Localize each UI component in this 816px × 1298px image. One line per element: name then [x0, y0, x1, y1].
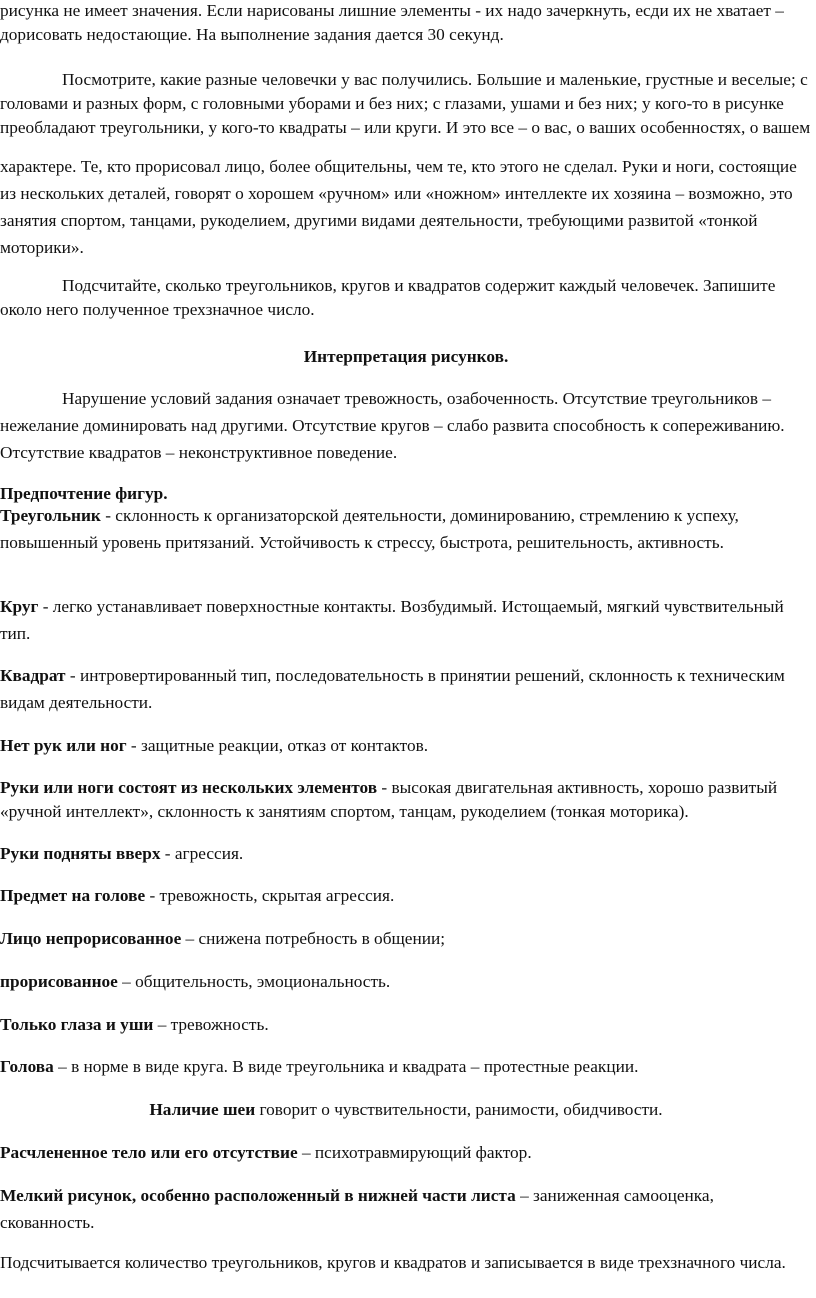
- term-head-item: Предмет на голове: [0, 886, 146, 905]
- paragraph-character: характере. Те, кто прорисовал лицо, более общительны, чем те, кто этого не сделал. Руки и ноги, состоящие из нескольких деталей, говорят о хорошем «ручном» или «ножном» интеллекте их хозяина – возможно, это занятия спортом, танцами, рукоделием, другими видами деятельности, требующими развитой «тонкой моторики».: [0, 157, 797, 257]
- entry-triangle: [0, 502, 812, 556]
- desc-neck: говорит о чувствительности, ранимости, обидчивости.: [255, 1100, 663, 1119]
- paragraph-count: Подсчитайте, сколько треугольников, кругов и квадратов содержит каждый человечек. Запишите около него полученное трехзначное число.: [0, 276, 776, 319]
- paragraph-observe: Посмотрите, какие разные человечки у вас получились. Большие и маленькие, грустные и веселые; с головами и разных форм, с головными уборами и без них; с глазами, ушами и без них; у кого-то в рисунке преобладают треугольники, у кого-то квадраты – или круги. И это все – о вас, о ваших особенностях, о вашем: [0, 70, 811, 137]
- term-no-face: Лицо непрорисованное: [0, 929, 182, 948]
- term-square: Квадрат: [0, 666, 66, 685]
- term-arms-up: Руки подняты вверх: [0, 844, 161, 863]
- entry-body: [0, 1141, 812, 1165]
- entry-eyes: [0, 1013, 812, 1037]
- term-neck: Наличие шеи: [149, 1100, 256, 1119]
- term-no-arms: Нет рук или ног: [0, 736, 127, 755]
- desc-multi-arms: - высокая двигательная активность, хорошо развитый «ручной интеллект», склонность к занятиям спортом, танцам, рукоделием (тонкая моторика).: [0, 778, 778, 821]
- desc-body: – психотравмирующий фактор.: [297, 1143, 532, 1162]
- desc-eyes: – тревожность.: [153, 1015, 269, 1034]
- desc-small: – заниженная самооценка, скованность.: [0, 1186, 714, 1232]
- entry-multi-arms: [0, 776, 812, 824]
- desc-head: – в норме в виде круга. В виде треугольника и квадрата – протестные реакции.: [53, 1057, 639, 1076]
- entry-circle: [0, 593, 812, 647]
- entry-arms-up: [0, 842, 812, 866]
- term-circle: Круг: [0, 597, 39, 616]
- term-multi-arms: Руки или ноги состоят из нескольких элементов: [0, 778, 378, 797]
- section-heading-text: Интерпретация рисунков.: [303, 347, 509, 366]
- desc-face: – общительность, эмоциональность.: [117, 972, 391, 991]
- desc-no-arms: - защитные реакции, отказ от контактов.: [126, 736, 429, 755]
- entry-small: [0, 1182, 812, 1236]
- term-face: прорисованное: [0, 972, 118, 991]
- term-head: Голова: [0, 1057, 54, 1076]
- term-small: Мелкий рисунок, особенно расположенный в нижней части листа: [0, 1186, 516, 1205]
- term-eyes: Только глаза и уши: [0, 1015, 154, 1034]
- section-heading: [0, 345, 812, 369]
- desc-arms-up: - агрессия.: [160, 844, 244, 863]
- entry-neck: [0, 1098, 812, 1122]
- term-body: Расчлененное тело или его отсутствие: [0, 1143, 298, 1162]
- entry-no-arms: [0, 734, 812, 758]
- desc-triangle: - склонность к организаторской деятельности, доминированию, стремлению к успеху, повышенный уровень притязаний. Устойчивость к стрессу, быстрота, решительность, активность.: [0, 506, 739, 552]
- paragraph-final: Подсчитывается количество треугольников, кругов и квадратов и записывается в виде трехзначного числа.: [0, 1253, 786, 1272]
- entry-face: [0, 970, 812, 994]
- entry-no-face: [0, 927, 812, 951]
- entry-head-item: [0, 884, 812, 908]
- term-triangle: Треугольник: [0, 506, 101, 525]
- entry-square: [0, 662, 812, 716]
- preference-heading-text: Предпочтение фигур.: [0, 484, 168, 503]
- paragraph-violation: Нарушение условий задания означает тревожность, озабоченность. Отсутствие треугольников – нежелание доминировать над другими. Отсутствие кругов – слабо развита способность к сопереживанию. Отсутствие квадратов – неконструктивное поведение.: [0, 389, 785, 462]
- desc-circle: - легко устанавливает поверхностные контакты. Возбудимый. Истощаемый, мягкий чувствительный тип.: [0, 597, 784, 643]
- paragraph-intro: рисунка не имеет значения. Если нарисованы лишние элементы - их надо зачеркнуть, еcди их не хватает – дорисовать недостающие. На выполнение задания дается 30 секунд.: [0, 1, 784, 44]
- entry-head: [0, 1055, 812, 1079]
- desc-no-face: – снижена потребность в общении;: [181, 929, 446, 948]
- desc-head-item: - тревожность, скрытая агрессия.: [145, 886, 395, 905]
- desc-square: - интровертированный тип, последовательность в принятии решений, склонность к техническим видам деятельности.: [0, 666, 785, 712]
